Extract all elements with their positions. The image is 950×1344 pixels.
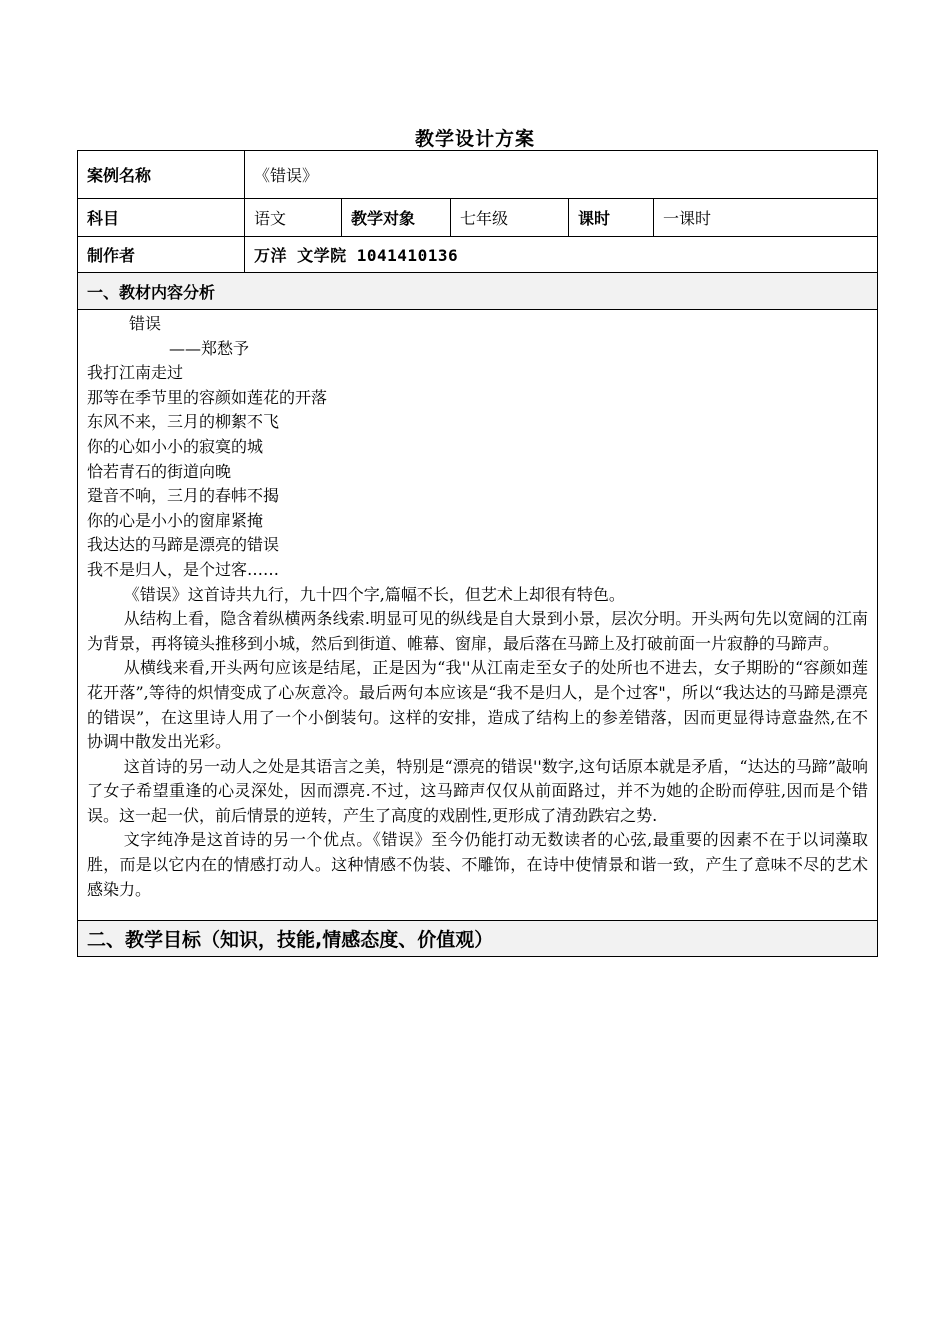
case-name-label: 案例名称 [78,151,245,199]
author-row [78,237,878,273]
section1-heading: 一、教材内容分析 [78,273,878,310]
subject-value: 语文 [245,199,342,237]
section2-heading: 二、教学目标（知识，技能,情感态度、价值观） [78,921,878,957]
analysis-paragraph: 从横线来看,开头两句应该是结尾，正是因为“我''从江南走至女子的处所也不进去，女子期盼的“容颜如莲花开落”,等待的炽情变成了心灰意冷。最后两句本应该是“我不是归人，是个过客"，所以“我达达的马蹄是漂亮的错误”，在这里诗人用了一个小倒装句。这样的安排，造成了结构上的参差错落，因而更显得诗意盎然,在不协调中散发出光彩。 [87,658,869,752]
poem-line: 跫音不响，三月的春帏不揭 [87,486,280,506]
audience-value: 七年级 [451,199,569,237]
period-value: 一课时 [654,199,878,237]
author-label: 制作者 [78,237,245,273]
poem-line: 我达达的马蹄是漂亮的错误 [87,535,280,555]
author-value: 万洋 文学院 1041410136 [245,237,878,273]
poem-line: 我打江南走过 [87,363,184,383]
analysis-paragraph: 文字纯净是这首诗的另一个优点。《错误》至今仍能打动无数读者的心弦,最重要的因素不在于以词藻取胜，而是以它内在的情感打动人。这种情感不伪装、不雕饰，在诗中使情景和谐一致，产生了意味不尽的艺术感染力。 [87,830,869,899]
subject-row [78,199,878,237]
poem-line: 你的心如小小的寂寞的城 [87,436,264,456]
subject-label: 科目 [78,199,245,237]
analysis-paragraph: 《错误》这首诗共九行，九十四个字,篇幅不长，但艺术上却很有特色。 [123,584,625,604]
document-title: 教学设计方案 [414,128,535,150]
section1-content-row [78,310,878,921]
section2-heading-row [78,921,878,957]
poem-author: ——郑愁予 [169,338,250,358]
poem-title: 错误 [129,314,162,333]
lesson-plan-table [77,150,878,957]
section1-heading-row [78,273,878,310]
poem-line: 那等在季节里的容颜如莲花的开落 [87,387,328,407]
case-name-value: 《错误》 [245,151,878,199]
case-name-row [78,151,878,199]
poem-line: 我不是归人，是个过客…… [87,559,280,579]
poem-line: 你的心是小小的窗扉紧掩 [87,510,264,530]
section1-content [78,310,878,921]
analysis-paragraph: 从结构上看，隐含着纵横两条线索.明显可见的纵线是自大景到小景，层次分明。开头两句先以宽阔的江南为背景，再将镜头推移到小城，然后到街道、帷幕、窗扉，最后落在马蹄上及打破前面一片寂静的马蹄声。 [87,609,869,653]
poem-line: 恰若青石的街道向晚 [87,461,232,481]
audience-label: 教学对象 [342,199,451,237]
period-label: 课时 [569,199,654,237]
poem-line: 东风不来，三月的柳絮不飞 [87,412,280,432]
analysis-paragraph: 这首诗的另一动人之处是其语言之美，特别是“漂亮的错误''数字,这句话原本就是矛盾，“达达的马蹄”敲响了女子希望重逢的心灵深处，因而漂亮.不过，这马蹄声仅仅从前面路过，并不为她的企盼而停驻,因而是个错误。这一起一伏，前后情景的逆转，产生了高度的戏剧性,更形成了清劲跌宕之势. [87,756,869,825]
